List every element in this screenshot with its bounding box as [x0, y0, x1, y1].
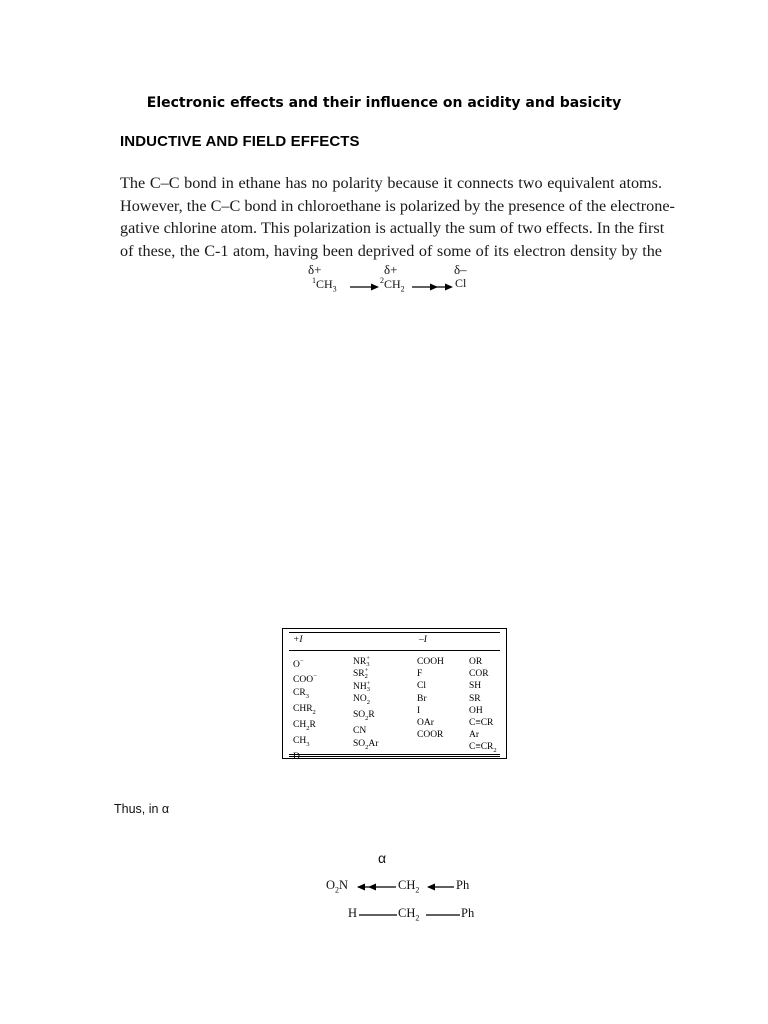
document-title: Electronic effects and their influence on acidity and basicity	[146, 95, 622, 111]
minus-i-substituent: Br	[417, 693, 427, 704]
phenyl-group: Ph	[461, 906, 475, 920]
minus-i-column-2	[469, 656, 497, 758]
plus-i-substituent: $CHR_2$	[293, 703, 316, 716]
plus-i-substituent: $SO_2Ar$	[353, 738, 379, 751]
c2-methylene-group: $^2CH_2$	[380, 276, 405, 294]
paragraph-line: The C–C bond in ethane has no polarity because it connects two equivalent atoms.	[120, 174, 662, 192]
inductive-effects-table	[282, 628, 507, 763]
plus-i-substituent: NH + 3	[353, 679, 371, 693]
minus-i-substituent: COOH	[417, 657, 444, 667]
hydrogen-atom: H	[348, 906, 358, 920]
minus-i-substituent: I	[417, 705, 421, 716]
plus-i-substituent: O−	[293, 658, 304, 671]
paragraph-line: gative chlorine atom. This polarization is actually the sum of two effects. In the first	[120, 219, 665, 238]
section-heading: INDUCTIVE AND FIELD EFFECTS	[120, 133, 360, 150]
plus-i-substituent: $CH_2R$	[293, 719, 316, 732]
minus-i-substituent: OH	[469, 705, 483, 716]
minus-i-substituent: COOR	[417, 730, 444, 741]
minus-i-substituent: SH	[469, 681, 482, 692]
minus-i-header: –I	[419, 635, 427, 645]
methylene-group: $CH_2$	[398, 878, 420, 895]
minus-i-substituent: OAr	[417, 718, 434, 729]
bond-arrow-icon	[412, 282, 454, 292]
bond-arrow-left-icon	[426, 882, 454, 892]
delta-minus-cl: δ–	[454, 262, 467, 277]
plus-i-column-2	[353, 656, 378, 754]
thus-text: Thus, in α	[114, 802, 170, 816]
bond-arrow-icon	[350, 282, 380, 292]
single-bond-line	[426, 910, 460, 920]
chlorine-atom: Cl	[455, 276, 467, 290]
nitro-comparison-diagram	[326, 878, 496, 928]
plus-i-column-1	[293, 656, 317, 763]
plus-i-substituent: COO−	[293, 673, 317, 686]
minus-i-column-1	[417, 656, 444, 741]
plus-i-substituent: $SO_2R$	[353, 710, 375, 723]
plus-i-substituent: D	[293, 752, 300, 763]
phenyl-group: Ph	[456, 878, 470, 892]
plus-i-substituent: SR + 2	[353, 667, 369, 681]
minus-i-substituent: C≡CR	[469, 718, 494, 729]
alpha-label: α	[378, 850, 387, 866]
plus-i-substituent: CN	[353, 726, 367, 737]
chloroethane-polarization-diagram	[300, 262, 500, 302]
minus-i-substituent: $C\equiv CR_2$	[469, 742, 497, 755]
c1-methyl-group: $^1CH_3$	[312, 276, 337, 294]
delta-plus-c2: δ+	[384, 262, 398, 277]
plus-i-substituent: $CR_3$	[293, 687, 309, 700]
plus-i-header: +I	[293, 635, 303, 645]
minus-i-substituent: Ar	[469, 730, 480, 741]
paragraph-line: of these, the C-1 atom, having been deprived of some of its electron density by the	[120, 241, 662, 260]
minus-i-substituent: OR	[469, 657, 483, 667]
body-paragraph	[120, 172, 675, 262]
plus-i-substituent: $CH_3$	[293, 736, 310, 748]
methylene-group: $CH_2$	[398, 906, 420, 923]
minus-i-substituent: F	[417, 669, 423, 680]
bond-arrow-left-icon	[356, 882, 396, 892]
plus-i-substituent: NR + 3	[353, 655, 370, 668]
nitro-group: $O_2N$	[326, 878, 349, 895]
minus-i-substituent: COR	[469, 669, 489, 680]
plus-i-substituent: $NO_2$	[353, 694, 370, 707]
delta-plus-c1: δ+	[308, 262, 322, 277]
minus-i-substituent: Cl	[417, 681, 426, 692]
minus-i-substituent: SR	[469, 693, 481, 704]
paragraph-line: However, the C–C bond in chloroethane is polarized by the presence of the electrone-	[120, 196, 675, 215]
single-bond-line	[359, 910, 397, 920]
